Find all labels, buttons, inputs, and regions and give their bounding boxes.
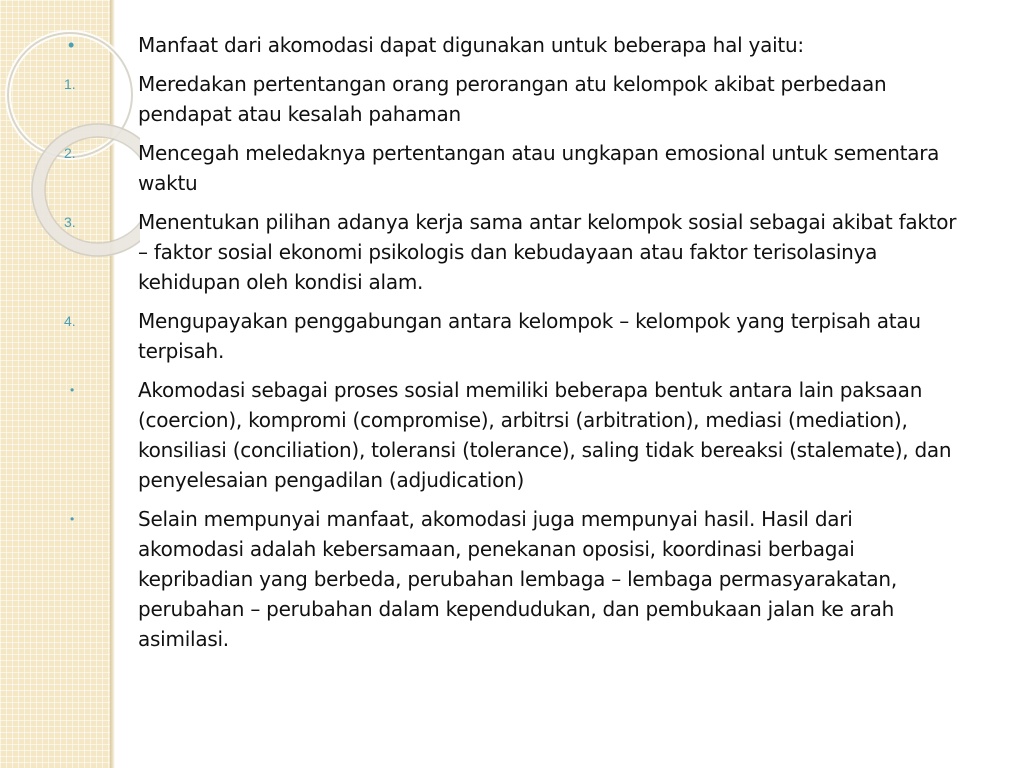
list-item-text: Menentukan pilihan adanya kerja sama antar kelompok sosial sebagai akibat faktor – faktor sosial ekonomi psikologis dan kebudayaan atau faktor terisolasinya kehidupan oleh kondisi alam. [138,210,957,294]
list-item-text: Meredakan pertentangan orang perorangan atu kelompok akibat perbedaan pendapat atau kesalah pahaman [138,72,887,126]
list-item-text: Manfaat dari akomodasi dapat digunakan untuk beberapa hal yaitu: [138,33,804,57]
bullet-marker: • [70,383,75,397]
bullet-marker: • [70,512,75,526]
number-marker: 2. [64,145,76,161]
list-item-text: Akomodasi sebagai proses sosial memiliki beberapa bentuk antara lain paksaan (coercion), kompromi (compromise), arbitrsi (arbitration), mediasi (mediation), konsiliasi (conciliation), toleransi (tolerance), saling tidak bereaksi (stalemate), dan penyelesaian pengadilan (adjudication) [138,378,952,492]
number-marker: 1. [64,76,76,92]
list-item [64,375,964,495]
list-item-text: Mencegah meledaknya pertentangan atau ungkapan emosional untuk sementara waktu [138,141,940,195]
list-item [64,138,964,198]
bullet-marker: • [68,35,75,55]
list-item [64,504,964,654]
number-marker: 4. [64,313,76,329]
list-item [64,207,964,297]
list-item [64,30,964,60]
number-marker: 3. [64,214,76,230]
list-item [64,69,964,129]
list-item-text: Mengupayakan penggabungan antara kelompok – kelompok yang terpisah atau terpisah. [138,309,921,363]
list-item-text: Selain mempunyai manfaat, akomodasi juga mempunyai hasil. Hasil dari akomodasi adalah kebersamaan, penekanan oposisi, koordinasi berbagai kepribadian yang berbeda, perubahan lembaga – lembaga permasyarakatan, perubahan – perubahan dalam kependudukan, dan pembukaan jalan ke arah asimilasi. [138,507,897,651]
bullet-list [64,30,964,663]
list-item [64,306,964,366]
